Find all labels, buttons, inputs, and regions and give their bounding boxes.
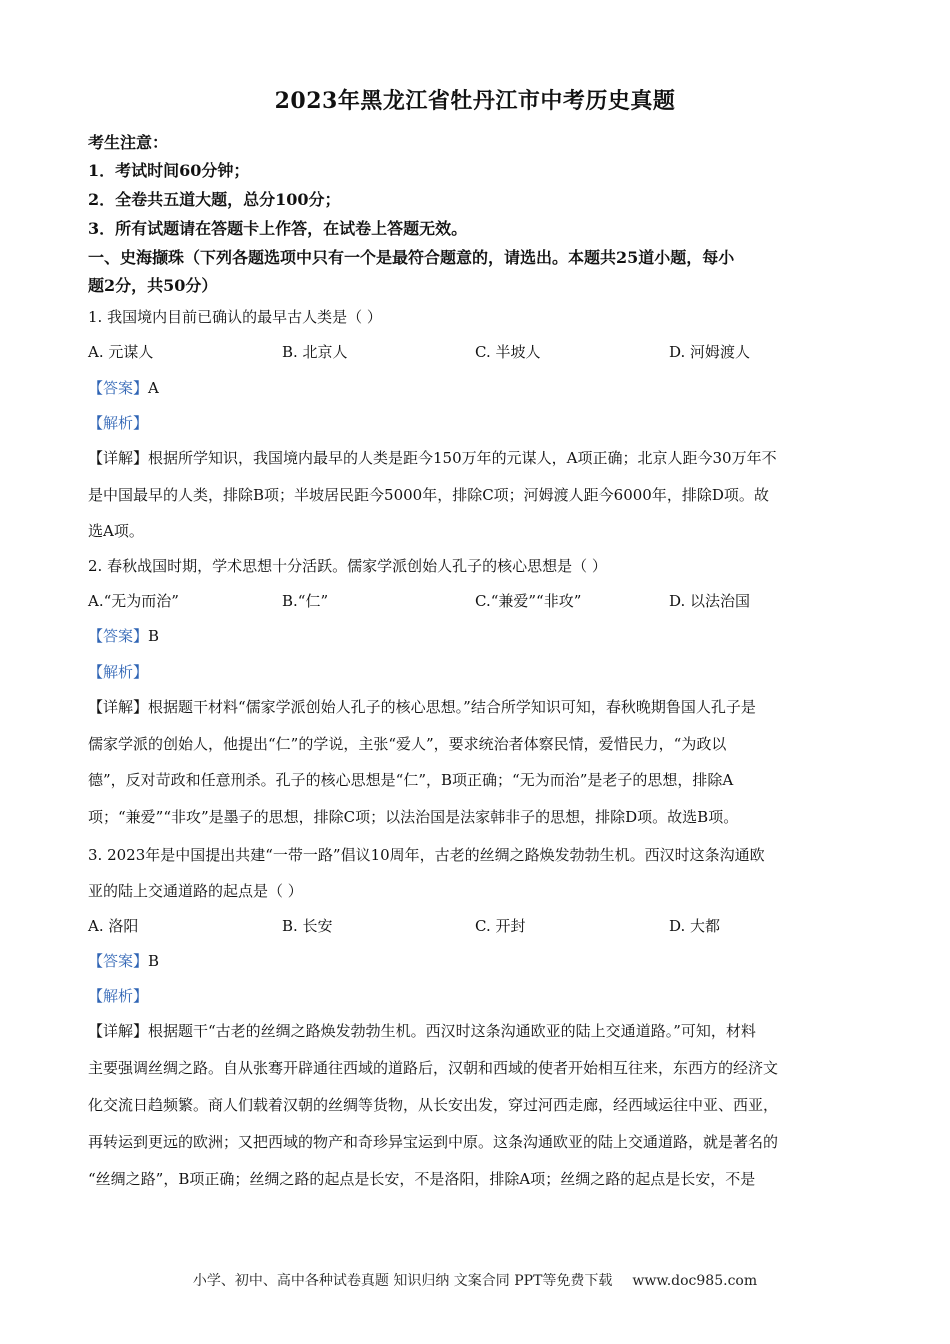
section-heading: 一、史海撷珠（下列各题选项中只有一个是最符合题意的，请选出。本题共25道小题，每小: [88, 248, 735, 267]
option-c: C. 半坡人: [475, 343, 541, 361]
detail-tag: 【详解】: [88, 1022, 149, 1040]
option-d: D. 以法治国: [669, 592, 751, 610]
detail-line: 化交流日趋频繁。商人们载着汉朝的丝绸等货物，从长安出发，穿过河西走廊，经西域运往中亚、西亚，: [88, 1096, 779, 1114]
section-heading-cont: 题2分，共50分）: [88, 276, 218, 295]
detail-tag: 【详解】: [88, 449, 149, 467]
footer-url[interactable]: www.doc985.com: [632, 1273, 758, 1289]
detail-line: 再转运到更远的欧洲；又把西域的物产和奇珍异宝运到中原。这条沟通欧亚的陆上交通道路，就是著名的: [88, 1133, 779, 1151]
answer-line: [88, 951, 863, 971]
detail-line: 主要强调丝绸之路。自从张骞开辟通往西域的道路后，汉朝和西域的使者开始相互往来，东西方的经济文: [88, 1059, 779, 1077]
analysis-tag: 【解析】: [88, 663, 149, 681]
answer-value: B: [148, 627, 160, 645]
option-d: D. 大都: [669, 917, 721, 935]
detail-line: [88, 697, 863, 717]
detail-line: 选A项。: [88, 522, 144, 540]
option-a: A. 元谋人: [88, 343, 154, 361]
option-d: D. 河姆渡人: [669, 343, 751, 361]
option-c: C. 开封: [475, 917, 526, 935]
detail-text: 根据题干材料“儒家学派创始人孔子的核心思想。”结合所学知识可知，春秋晚期鲁国人孔子是: [148, 698, 756, 716]
detail-line: 是中国最早的人类，排除B项；半坡居民距今5000年，排除C项；河姆渡人距今6000年，排除D项。故: [88, 486, 769, 504]
option-a: A.“无为而治”: [88, 592, 179, 610]
page-title: 2023年黑龙江省牡丹江市中考历史真题: [274, 88, 676, 114]
answer-line: [88, 378, 863, 398]
option-b: B. 长安: [282, 917, 333, 935]
option-b: B.“仁”: [282, 592, 329, 610]
answer-line: [88, 626, 863, 646]
detail-line: [88, 448, 863, 468]
detail-line: “丝绸之路”，B项正确；丝绸之路的起点是长安，不是洛阳，排除A项；丝绸之路的起点是长安，不是: [88, 1170, 756, 1188]
detail-text: 根据所学知识，我国境内最早的人类是距今150万年的元谋人，A项正确；北京人距今30万年不: [148, 449, 777, 467]
detail-tag: 【详解】: [88, 698, 149, 716]
answer-tag: 【答案】: [88, 379, 149, 397]
detail-text: 根据题干“古老的丝绸之路焕发勃勃生机。西汉时这条沟通欧亚的陆上交通道路。”可知，材料: [148, 1022, 756, 1040]
detail-line: [88, 1021, 863, 1041]
answer-value: B: [148, 952, 160, 970]
detail-line: 德”，反对苛政和任意刑杀。孔子的核心思想是“仁”，B项正确；“无为而治”是老子的思想，排除A: [88, 771, 734, 789]
question-stem: 1. 我国境内目前已确认的最早古人类是（ ）: [88, 308, 382, 326]
detail-line: 儒家学派的创始人，他提出“仁”的学说，主张“爱人”，要求统治者体察民情，爱惜民力，“为政以: [88, 735, 727, 753]
answer-tag: 【答案】: [88, 627, 149, 645]
option-a: A. 洛阳: [88, 917, 139, 935]
page-footer: [0, 1270, 950, 1290]
footer-text: 小学、初中、高中各种试卷真题 知识归纳 文案合同 PPT等免费下载: [192, 1273, 613, 1289]
analysis-tag: 【解析】: [88, 987, 149, 1005]
option-c: C.“兼爱”“非攻”: [475, 592, 582, 610]
question-stem: 2. 春秋战国时期，学术思想十分活跃。儒家学派创始人孔子的核心思想是（ ）: [88, 557, 607, 575]
option-b: B. 北京人: [282, 343, 348, 361]
notice-item: 1．考试时间60分钟；: [88, 161, 250, 180]
question-stem: 3. 2023年是中国提出共建“一带一路”倡议10周年，古老的丝绸之路焕发勃勃生机。西汉时这条沟通欧: [88, 846, 765, 864]
notice-item: 2．全卷共五道大题，总分100分；: [88, 190, 341, 209]
answer-value: A: [148, 379, 159, 397]
notice-item: 3．所有试题请在答题卡上作答，在试卷上答题无效。: [88, 219, 468, 238]
notice-heading: 考生注意：: [88, 133, 169, 152]
question-stem-cont: 亚的陆上交通道路的起点是（ ）: [88, 882, 303, 900]
detail-line: 项；“兼爱”“非攻”是墨子的思想，排除C项；以法治国是法家韩非子的思想，排除D项。故选B项。: [88, 808, 739, 826]
analysis-tag: 【解析】: [88, 414, 149, 432]
answer-tag: 【答案】: [88, 952, 149, 970]
